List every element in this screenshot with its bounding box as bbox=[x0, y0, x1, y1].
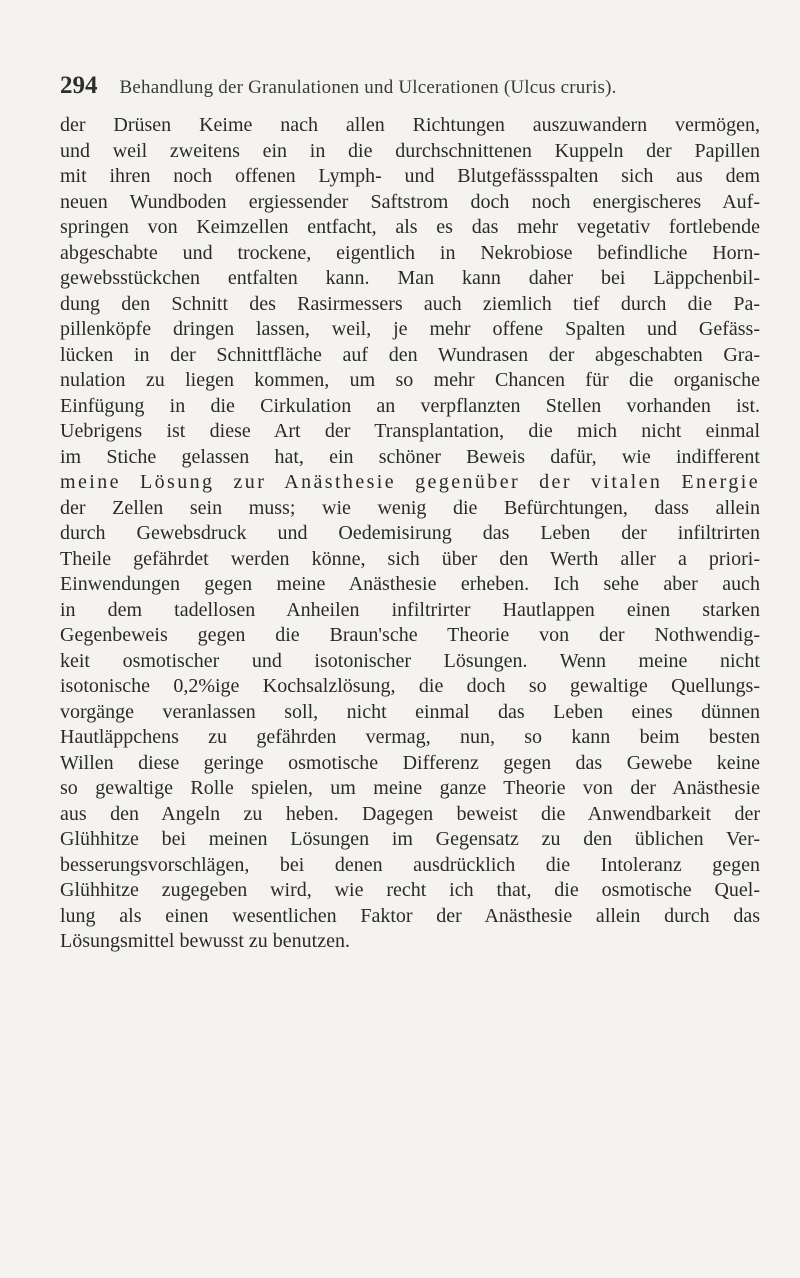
page-number: 294 bbox=[60, 72, 98, 99]
text-line: springen von Keimzellen entfacht, als es das mehr vegetativ fortlebende bbox=[60, 216, 760, 238]
text-line: aus den Angeln zu heben. Dagegen beweist die Anwendbarkeit der bbox=[60, 802, 760, 825]
text-line: Hautläppchens zu gefährden vermag, nun, so kann beim besten bbox=[60, 726, 760, 748]
text-line: durch Gewebsdruck und Oedemisirung das Leben der infiltrirten bbox=[60, 522, 760, 544]
text-line: Einwendungen gegen meine Anästhesie erheben. Ich sehe aber auch bbox=[60, 573, 760, 595]
text-line: in dem tadellosen Anheilen infiltrirter Hautlappen einen starken bbox=[60, 598, 760, 621]
text-line: gewebsstückchen entfalten kann. Man kann daher bei Läppchenbil- bbox=[60, 267, 760, 289]
text-line: lung als einen wesentlichen Faktor der Anästhesie allein durch das bbox=[60, 904, 760, 927]
text-line-emphasis: meine Lösung zur Anästhesie gegenüber der vitalen Energie bbox=[60, 471, 760, 493]
text-line: der Drüsen Keime nach allen Richtungen auszuwandern vermögen, bbox=[60, 114, 760, 136]
text-line: Willen diese geringe osmotische Differenz gegen das Gewebe keine bbox=[60, 751, 760, 774]
text-line: mit ihren noch offenen Lymph- und Blutgefässspalten sich aus dem bbox=[60, 165, 760, 187]
text-line: Gegenbeweis gegen die Braun'sche Theorie von der Nothwendig- bbox=[60, 624, 760, 646]
text-line: Theile gefährdet werden könne, sich über den Werth aller a priori- bbox=[60, 547, 760, 570]
text-line: so gewaltige Rolle spielen, um meine ganze Theorie von der Anästhesie bbox=[60, 777, 760, 799]
text-line: Glühhitze zugegeben wird, wie recht ich that, die osmotische Quel- bbox=[60, 879, 760, 901]
text-line: der Zellen sein muss; wie wenig die Befürchtungen, dass allein bbox=[60, 496, 760, 519]
text-line: neuen Wundboden ergiessender Saftstrom doch noch energischeres Auf- bbox=[60, 190, 760, 213]
running-title: Behandlung der Granulationen und Ulcerationen (Ulcus cruris). bbox=[119, 77, 617, 98]
text-line: Glühhitze bei meinen Lösungen im Gegensatz zu den üblichen Ver- bbox=[60, 828, 760, 850]
body-text bbox=[60, 113, 760, 955]
text-line: und weil zweitens ein in die durchschnittenen Kuppeln der Papillen bbox=[60, 139, 760, 162]
text-line: isotonische 0,2%ige Kochsalzlösung, die doch so gewaltige Quellungs- bbox=[60, 675, 760, 697]
text-line: vorgänge veranlassen soll, nicht einmal das Leben eines dünnen bbox=[60, 700, 760, 723]
text-line: im Stiche gelassen hat, ein schöner Beweis dafür, wie indifferent bbox=[60, 445, 760, 468]
text-line: keit osmotischer und isotonischer Lösungen. Wenn meine nicht bbox=[60, 649, 760, 672]
text-line: Einfügung in die Cirkulation an verpflanzten Stellen vorhanden ist. bbox=[60, 394, 760, 417]
text-line: besserungsvorschlägen, bei denen ausdrücklich die Intoleranz gegen bbox=[60, 853, 760, 876]
text-line: pillenköpfe dringen lassen, weil, je mehr offene Spalten und Gefäss- bbox=[60, 318, 760, 340]
text-line: Uebrigens ist diese Art der Transplantation, die mich nicht einmal bbox=[60, 420, 760, 442]
text-line: abgeschabte und trockene, eigentlich in Nekrobiose befindliche Horn- bbox=[60, 241, 760, 264]
text-line: Lösungsmittel bewusst zu benutzen. bbox=[60, 930, 350, 952]
running-head bbox=[60, 72, 760, 104]
text-line: nulation zu liegen kommen, um so mehr Chancen für die organische bbox=[60, 369, 760, 391]
text-line: dung den Schnitt des Rasirmessers auch ziemlich tief durch die Pa- bbox=[60, 292, 760, 315]
text-line: lücken in der Schnittfläche auf den Wundrasen der abgeschabten Gra- bbox=[60, 343, 760, 366]
